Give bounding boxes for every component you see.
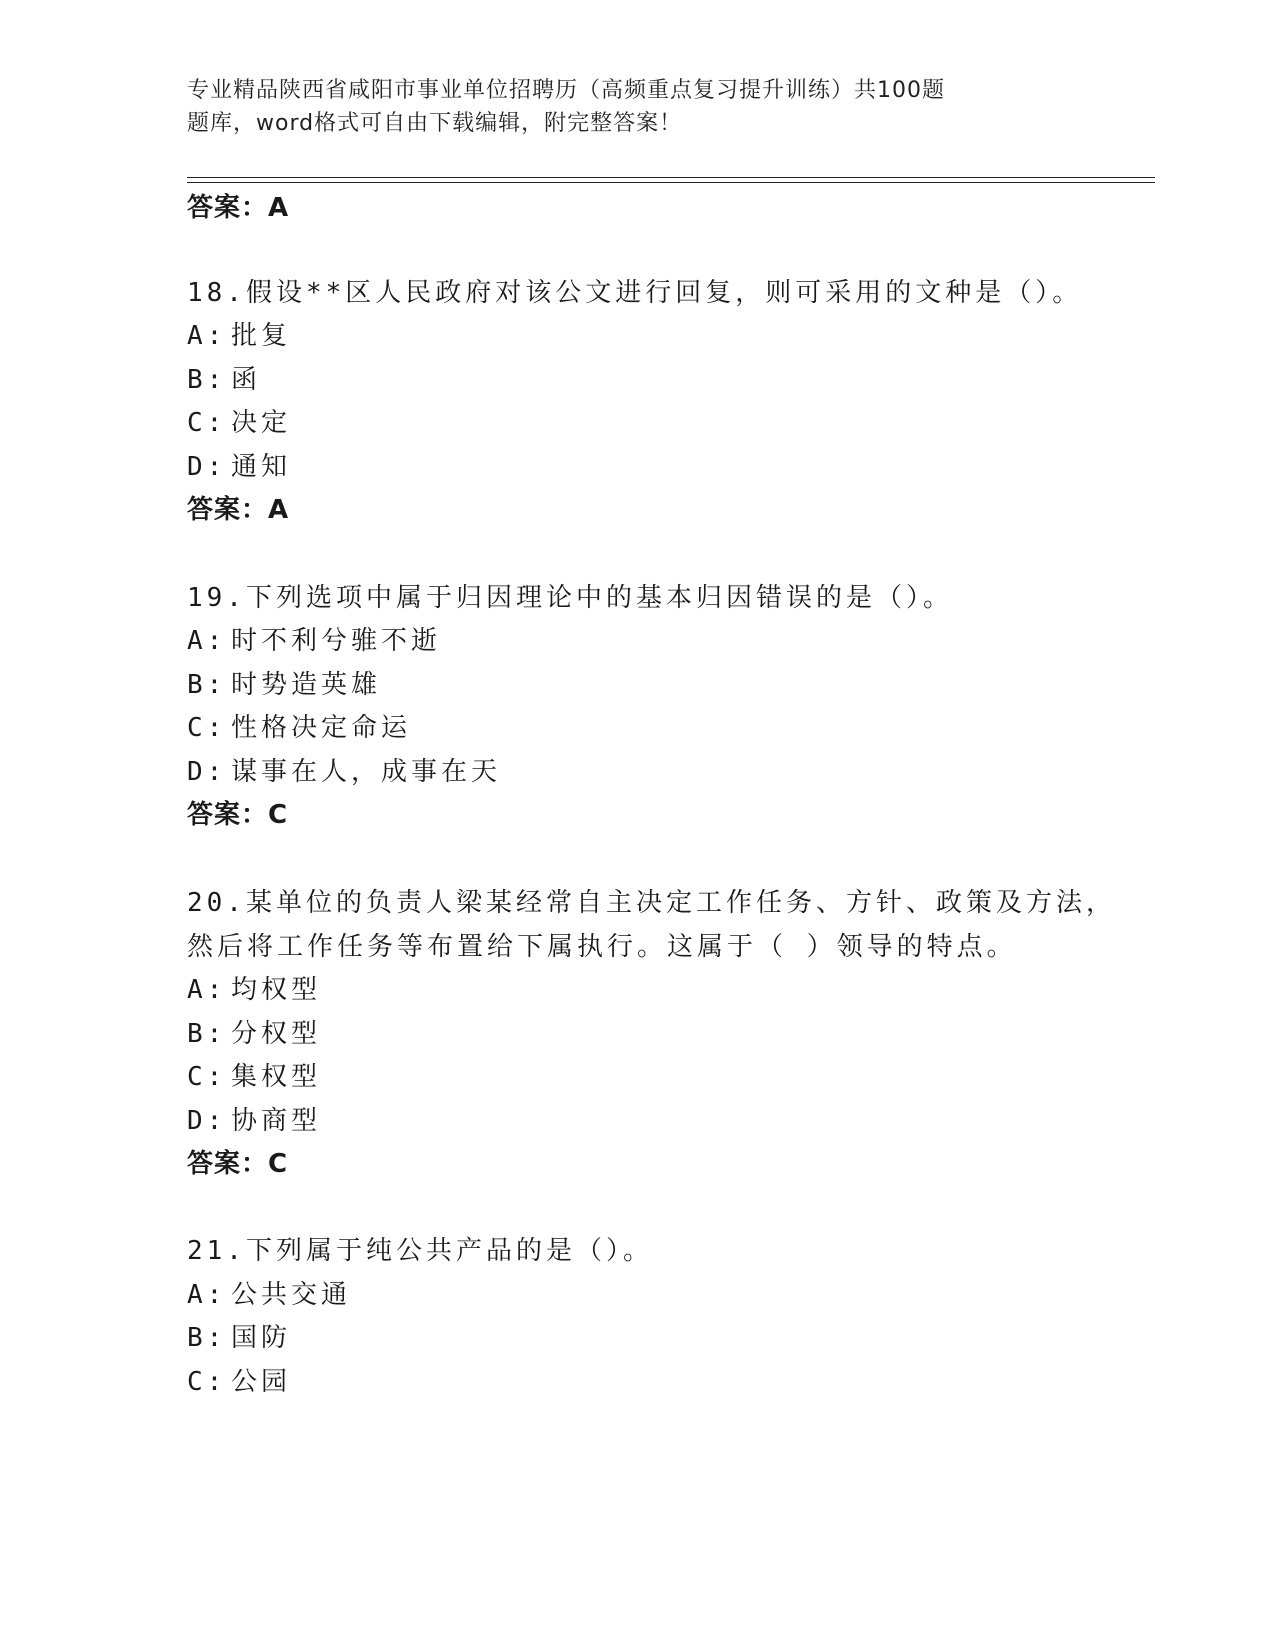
answer-option — [187, 402, 291, 439]
question-answer: 答案：A — [187, 495, 290, 525]
question-answer: 答案：C — [187, 800, 289, 830]
option-key: A: — [187, 1280, 227, 1310]
option-text: 公园 — [231, 1367, 292, 1397]
option-key: D: — [187, 452, 227, 482]
option-key: B: — [187, 1323, 227, 1353]
answer-option — [187, 1317, 291, 1354]
answer-option — [187, 707, 411, 744]
answer-option — [187, 969, 321, 1006]
answer-option — [187, 1013, 321, 1050]
answer-option — [187, 446, 291, 483]
answer-option — [187, 664, 381, 701]
option-key: C: — [187, 1062, 227, 1092]
answer-option — [187, 1100, 321, 1137]
option-text: 国防 — [231, 1323, 292, 1353]
option-key: C: — [187, 713, 227, 743]
option-text: 均权型 — [231, 975, 322, 1005]
option-text: 决定 — [231, 408, 292, 438]
header-divider-bottom — [187, 182, 1155, 183]
option-text: 时不利兮骓不逝 — [231, 626, 442, 656]
option-text: 谋事在人，成事在天 — [231, 757, 502, 787]
option-text: 通知 — [231, 452, 292, 482]
option-key: D: — [187, 757, 227, 787]
option-key: C: — [187, 1367, 227, 1397]
option-key: A: — [187, 321, 227, 351]
option-key: C: — [187, 408, 227, 438]
option-key: A: — [187, 626, 227, 656]
option-text: 时势造英雄 — [231, 670, 382, 700]
option-text: 性格决定命运 — [231, 713, 412, 743]
option-key: A: — [187, 975, 227, 1005]
option-text: 公共交通 — [231, 1280, 352, 1310]
option-key: B: — [187, 365, 227, 395]
header-divider-top — [187, 177, 1155, 178]
answer-option — [187, 620, 441, 657]
question-stem: 然后将工作任务等布置给下属执行。这属于（ ）领导的特点。 — [187, 932, 1017, 962]
document-header — [187, 74, 1027, 140]
answer-option — [187, 1274, 351, 1311]
option-text: 批复 — [231, 321, 292, 351]
previous-answer: 答案：A — [187, 193, 290, 223]
question-stem: 20.某单位的负责人梁某经常自主决定工作任务、方针、政策及方法， — [187, 888, 1116, 918]
answer-option — [187, 751, 501, 788]
answer-option — [187, 315, 291, 352]
answer-option — [187, 1361, 291, 1398]
question-stem: 18.假设**区人民政府对该公文进行回复，则可采用的文种是（）。 — [187, 278, 1083, 308]
option-key: D: — [187, 1106, 227, 1136]
option-text: 函 — [231, 365, 262, 395]
option-text: 协商型 — [231, 1106, 322, 1136]
header-line-1: 专业精品陕西省咸阳市事业单位招聘历（高频重点复习提升训练）共100题 — [187, 78, 945, 103]
answer-option — [187, 359, 261, 396]
option-key: B: — [187, 670, 227, 700]
question-stem: 21.下列属于纯公共产品的是（）。 — [187, 1236, 653, 1266]
question-answer: 答案：C — [187, 1149, 289, 1179]
option-text: 集权型 — [231, 1062, 322, 1092]
question-stem: 19.下列选项中属于归因理论中的基本归因错误的是（）。 — [187, 583, 953, 613]
answer-option — [187, 1056, 321, 1093]
header-line-2: 题库，word格式可自由下载编辑，附完整答案！ — [187, 111, 683, 136]
option-key: B: — [187, 1019, 227, 1049]
option-text: 分权型 — [231, 1019, 322, 1049]
